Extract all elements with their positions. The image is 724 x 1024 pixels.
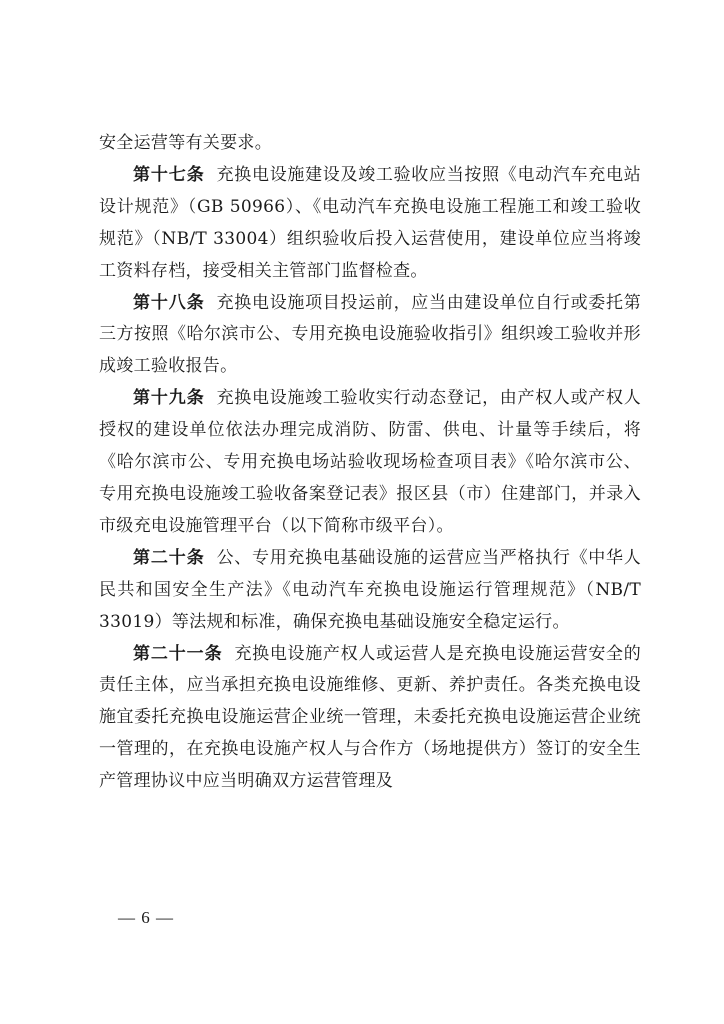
article-number: 第十八条 bbox=[133, 292, 205, 313]
page-number: — 6 — bbox=[118, 908, 174, 927]
article-20 bbox=[99, 543, 641, 639]
article-18 bbox=[99, 288, 641, 384]
paragraph-continuation bbox=[99, 128, 641, 160]
article-text: 充换电设施竣工验收实行动态登记，由产权人或产权人授权的建设单位依法办理完成消防、防雷、供电、计量等手续后，将《哈尔滨市公、专用充换电场站验收现场检查项目表》《哈尔滨市公、专用充换电设施竣工验收备案登记表》报区县（市）住建部门，并录入市级充电设施管理平台（以下简称市级平台）。 bbox=[99, 388, 642, 536]
article-number: 第二十条 bbox=[133, 547, 205, 568]
document-body bbox=[99, 128, 641, 798]
article-number: 第十七条 bbox=[133, 164, 205, 185]
article-number: 第二十一条 bbox=[133, 643, 223, 664]
article-text: 充换电设施产权人或运营人是充换电设施运营安全的责任主体，应当承担充换电设施维修、更新、养护责任。各类充换电设施宜委托充换电设施运营企业统一管理，未委托充换电设施运营企业统一管理的，在充换电设施产权人与合作方（场地提供方）签订的安全生产管理协议中应当明确双方运营管理及 bbox=[99, 643, 641, 792]
article-17 bbox=[99, 160, 641, 288]
article-text: 充换电设施建设及竣工验收应当按照《电动汽车充电站设计规范》（GB 50966）、《电动汽车充换电设施工程施工和竣工验收规范》（NB/T 33004）组织验收后投入运营使用，建设单位应当将竣工资料存档，接受相关主管部门监督检查。 bbox=[99, 164, 642, 281]
article-text: 公、专用充换电基础设施的运营应当严格执行《中华人民共和国安全生产法》《电动汽车充换电设施运行管理规范》（NB/T 33019）等法规和标准，确保充换电基础设施安全稳定运行。 bbox=[99, 547, 642, 632]
article-number: 第十九条 bbox=[133, 388, 205, 409]
article-text: 充换电设施项目投运前，应当由建设单位自行或委托第三方按照《哈尔滨市公、专用充换电设施验收指引》组织竣工验收并形成竣工验收报告。 bbox=[99, 292, 642, 377]
paragraph-text: 安全运营等有关要求。 bbox=[99, 133, 272, 153]
article-19 bbox=[99, 383, 641, 543]
article-21 bbox=[99, 639, 641, 799]
